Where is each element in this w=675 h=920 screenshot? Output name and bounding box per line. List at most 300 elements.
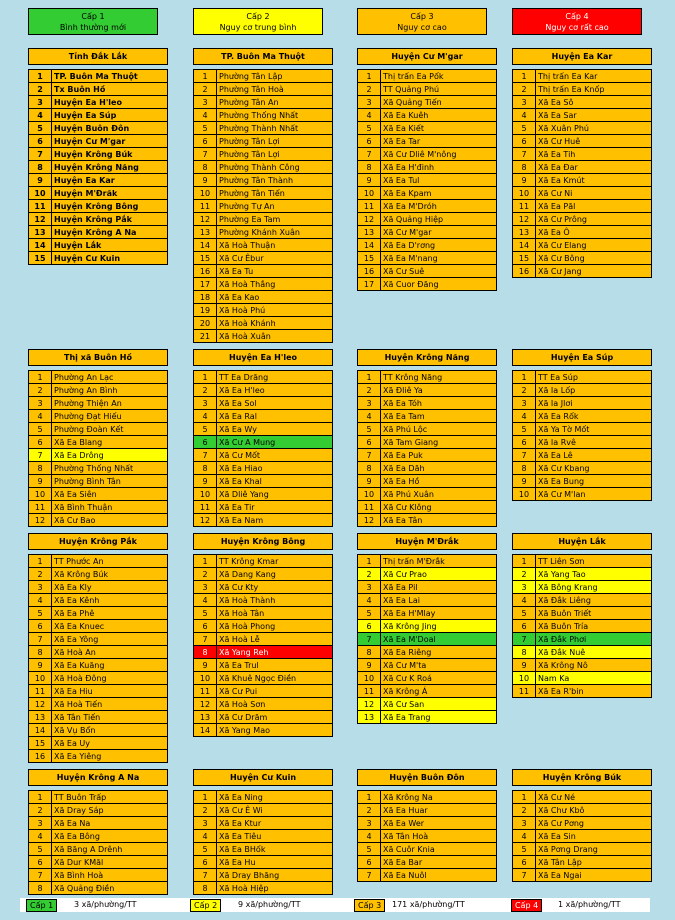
table-row [358,252,497,265]
row-number: 2 [513,384,536,397]
locality-name: Phường Tân Lợi [217,148,333,161]
table-row [513,843,652,856]
locality-name: Huyện M'Đrăk [52,187,168,200]
table-row [29,135,168,148]
table-row [513,488,652,501]
locality-name: Xã Cư Ê Wi [217,804,333,817]
footer-cap-4 [511,898,542,912]
row-number: 17 [194,278,217,291]
legend-desc: Nguy cơ rất cao [545,23,609,32]
row-number: 14 [194,239,217,252]
locality-name: Huyện Cư Kuin [52,252,168,265]
row-number: 11 [194,200,217,213]
locality-name: Xã Cư M'gar [381,226,497,239]
row-number: 3 [29,96,52,109]
locality-name: Xã Hoà Phú [217,304,333,317]
locality-name: Xã Hoà An [52,646,168,659]
row-number: 3 [513,581,536,594]
table-row [358,265,497,278]
row-number: 5 [513,423,536,436]
row-number: 9 [29,475,52,488]
table-row [358,685,497,698]
row-number: 12 [29,698,52,711]
table-row [194,882,333,895]
panel-title: Huyện Krông A Na [28,769,168,786]
table-row [358,239,497,252]
table-row [513,830,652,843]
row-number: 2 [358,83,381,96]
table-row [29,514,168,527]
locality-name: Xã Ea Ning [217,791,333,804]
locality-name: Xã Ea H'Mlay [381,607,497,620]
footer-level-badge: Cấp 2 [190,899,221,912]
locality-name: Thị trấn Ea Knốp [536,83,652,96]
row-number: 9 [358,174,381,187]
row-number: 11 [358,200,381,213]
footer-count: 3 xã/phường/TT [74,900,137,909]
row-number: 18 [194,291,217,304]
row-number: 7 [194,148,217,161]
table-row [513,869,652,882]
row-number: 3 [194,581,217,594]
locality-name: Xã Cư Prao [381,568,497,581]
row-number: 6 [194,620,217,633]
table-row [194,96,333,109]
locality-name: Xã Ea Kao [217,291,333,304]
table-row [29,187,168,200]
locality-table [28,370,168,527]
locality-name: Xã Cư M'ta [381,659,497,672]
locality-name: Xã Ea Kpam [381,187,497,200]
row-number: 4 [194,594,217,607]
table-row [358,462,497,475]
table-row [29,711,168,724]
row-number: 9 [194,174,217,187]
table-row [513,384,652,397]
table-row [513,436,652,449]
locality-name: Xã Cư Prông [536,213,652,226]
locality-name: Xã Vụ Bổn [52,724,168,737]
table-row [29,843,168,856]
locality-name: Xã Ia Rvê [536,436,652,449]
locality-name: Xã Bình Thuận [52,501,168,514]
panel-huyen-krong-a-na [28,769,168,895]
row-number: 2 [194,804,217,817]
table-row [358,449,497,462]
row-number: 5 [513,843,536,856]
table-row [29,423,168,436]
locality-name: Phường Đoàn Kết [52,423,168,436]
row-number: 2 [358,568,381,581]
row-number: 14 [29,239,52,252]
table-row [29,449,168,462]
table-row [358,174,497,187]
row-number: 17 [358,278,381,291]
row-number: 13 [194,711,217,724]
row-number: 2 [513,804,536,817]
row-number: 2 [29,804,52,817]
footer-level-badge: Cấp 3 [354,899,385,912]
table-row [194,200,333,213]
table-row [29,83,168,96]
table-row [194,633,333,646]
row-number: 1 [358,555,381,568]
panel-tinh-dak-lak [28,48,168,265]
locality-name: Xã Ea Wer [381,817,497,830]
locality-name: Xã Cư Né [536,791,652,804]
locality-name: Xã Buôn Tría [536,620,652,633]
row-number: 12 [194,514,217,527]
row-number: 4 [29,109,52,122]
table-row [29,384,168,397]
locality-name: Xã Ea Wy [217,423,333,436]
row-number: 4 [513,594,536,607]
footer-cap-3 [354,898,385,912]
table-row [358,856,497,869]
footer-level-badge: Cấp 4 [511,899,542,912]
panel-title: Thị xã Buôn Hồ [28,349,168,366]
locality-name: Xã Ea H'leo [217,384,333,397]
table-row [513,70,652,83]
row-number: 16 [29,750,52,763]
panel-title: Huyện Krông Bông [193,533,333,550]
locality-name: Phường Tân Lợi [217,135,333,148]
table-row [29,397,168,410]
row-number: 1 [29,70,52,83]
panel-huyen-ea-sup [512,349,652,501]
row-number: 3 [358,397,381,410]
locality-name: Xã Hoà Thành [217,594,333,607]
table-row [513,213,652,226]
locality-name: Xã Cư Kty [217,581,333,594]
locality-name: Xã Tân Tiến [52,711,168,724]
row-number: 2 [358,384,381,397]
locality-name: Phường Tự An [217,200,333,213]
table-row [194,436,333,449]
table-row [513,96,652,109]
locality-name: Xã Quảng Điền [52,882,168,895]
locality-table [512,69,652,278]
row-number: 6 [29,436,52,449]
table-row [358,791,497,804]
locality-name: TP. Buôn Ma Thuột [52,70,168,83]
row-number: 9 [29,174,52,187]
legend-level: Cấp 2 [246,12,270,21]
legend-desc: Bình thường mới [59,23,127,32]
table-row [29,672,168,685]
locality-name: Xã Bình Hoà [52,869,168,882]
row-number: 7 [29,633,52,646]
locality-name: Xã Xuân Phú [536,122,652,135]
table-row [29,252,168,265]
table-row [29,882,168,895]
row-number: 4 [358,109,381,122]
table-row [194,239,333,252]
row-number: 10 [358,488,381,501]
legend-desc: Nguy cơ trung bình [219,23,297,32]
row-number: 4 [194,109,217,122]
locality-name: Xã Ea Huar [381,804,497,817]
table-row [194,568,333,581]
panel-title: Huyện Krông Năng [357,349,497,366]
row-number: 1 [29,555,52,568]
table-row [513,620,652,633]
locality-name: Xã Ea M'Doal [381,633,497,646]
locality-name: Xã Ea Ngai [536,869,652,882]
locality-name: Xã Ea R'bin [536,685,652,698]
legend-cap-3 [357,8,487,35]
locality-name: Xã Ia Jlơi [536,397,652,410]
table-row [194,856,333,869]
row-number: 1 [194,70,217,83]
table-row [194,109,333,122]
table-row [358,581,497,594]
table-row [513,804,652,817]
locality-name: Xã Ea Tân [381,514,497,527]
table-row [358,148,497,161]
table-row [194,265,333,278]
locality-name: Xã Ea Kênh [52,594,168,607]
row-number: 5 [29,607,52,620]
locality-name: Xã Cư Bông [536,252,652,265]
table-row [513,397,652,410]
panel-huyen-krong-nang [357,349,497,527]
locality-name: Phường Tân Thành [217,174,333,187]
row-number: 8 [29,882,52,895]
table-row [29,96,168,109]
row-number: 7 [513,633,536,646]
row-number: 10 [513,187,536,200]
table-row [194,488,333,501]
locality-name: Xã Ea M'Dróh [381,200,497,213]
row-number: 6 [194,856,217,869]
row-number: 1 [194,371,217,384]
locality-table [512,370,652,501]
row-number: 4 [194,830,217,843]
row-number: 5 [194,607,217,620]
locality-name: Xã Hoà Xuân [217,330,333,343]
locality-name: Xã Ea Kmút [536,174,652,187]
panel-title: Huyện Ea Kar [512,48,652,65]
locality-name: Xã Tam Giang [381,436,497,449]
row-number: 6 [29,135,52,148]
locality-name: Nam Ka [536,672,652,685]
row-number: 13 [358,711,381,724]
panel-title: Huyện Krông Búk [512,769,652,786]
row-number: 9 [29,659,52,672]
panel-huyen-cu-kuin [193,769,333,895]
row-number: 2 [29,384,52,397]
row-number: 1 [29,791,52,804]
row-number: 6 [29,856,52,869]
table-row [358,410,497,423]
locality-name: Xã Cư Pui [217,685,333,698]
locality-name: Phường Thống Nhất [52,462,168,475]
locality-name: Xã Cư A Mung [217,436,333,449]
row-number: 10 [29,488,52,501]
table-row [194,384,333,397]
table-row [358,135,497,148]
legend-cap-4 [512,8,642,35]
row-number: 6 [513,856,536,869]
table-row [358,109,497,122]
locality-table [357,370,497,527]
panel-title: Huyện Cư M'gar [357,48,497,65]
locality-name: Xã Ea Tiêu [217,830,333,843]
table-row [358,122,497,135]
table-row [29,791,168,804]
table-row [29,122,168,135]
locality-name: Xã Pơng Drang [536,843,652,856]
locality-name: Xã Ea Blang [52,436,168,449]
table-row [513,187,652,200]
locality-name: Xã Cư Drăm [217,711,333,724]
row-number: 4 [513,410,536,423]
locality-name: Xã Ea Khal [217,475,333,488]
table-row [358,594,497,607]
locality-name: Xã Ea Sô [536,96,652,109]
locality-name: Xã Hoà Lễ [217,633,333,646]
row-number: 5 [358,843,381,856]
locality-name: Xã Ea Nuôl [381,869,497,882]
row-number: 9 [358,659,381,672]
row-number: 15 [513,252,536,265]
table-row [513,672,652,685]
locality-name: Xã Ea Sin [536,830,652,843]
table-row [29,750,168,763]
row-number: 1 [513,791,536,804]
row-number: 11 [194,501,217,514]
table-row [358,501,497,514]
table-row [29,737,168,750]
locality-name: Xã Ea Pil [381,581,497,594]
row-number: 14 [194,724,217,737]
locality-name: Xã Cư Jang [536,265,652,278]
table-row [29,161,168,174]
locality-name: TT Ea Drăng [217,371,333,384]
locality-name: Xã Ea Tu [217,265,333,278]
table-row [358,187,497,200]
row-number: 10 [194,187,217,200]
locality-name: Phường Thành Nhất [217,122,333,135]
table-row [513,581,652,594]
row-number: 4 [358,410,381,423]
locality-name: Xã Cư Mốt [217,449,333,462]
row-number: 15 [29,252,52,265]
table-row [513,646,652,659]
row-number: 5 [358,122,381,135]
row-number: 1 [513,555,536,568]
locality-name: Huyện Krông Pắk [52,213,168,226]
table-row [358,514,497,527]
locality-name: Xã Ea Lê [536,449,652,462]
locality-name: Xã Ea Hu [217,856,333,869]
locality-name: Huyện Ea H'leo [52,96,168,109]
row-number: 4 [29,410,52,423]
locality-name: Xã Ea Tam [381,410,497,423]
row-number: 16 [358,265,381,278]
row-number: 12 [194,213,217,226]
locality-name: Xã Ea Yiêng [52,750,168,763]
locality-name: Xã Ea Tul [381,174,497,187]
table-row [29,869,168,882]
row-number: 9 [194,475,217,488]
table-row [29,620,168,633]
panel-huyen-buon-don [357,769,497,882]
locality-name: Xã Ea Hiao [217,462,333,475]
row-number: 5 [513,122,536,135]
row-number: 1 [358,70,381,83]
table-row [513,633,652,646]
row-number: 7 [194,633,217,646]
locality-name: Xã Bông Krang [536,581,652,594]
panel-title: Huyện M'Đrắk [357,533,497,550]
locality-name: Xã Ea D'rơng [381,239,497,252]
table-row [513,83,652,96]
row-number: 15 [29,737,52,750]
table-row [194,607,333,620]
table-row [513,135,652,148]
row-number: 10 [194,672,217,685]
panel-thi-xa-buon-ho [28,349,168,527]
footer-count: 171 xã/phường/TT [392,900,465,909]
table-row [29,830,168,843]
row-number: 16 [194,265,217,278]
table-row [513,109,652,122]
row-number: 2 [513,83,536,96]
panel-title: Huyện Lắk [512,533,652,550]
panel-huyen-krong-pak [28,533,168,763]
row-number: 9 [194,659,217,672]
locality-table [28,69,168,265]
locality-name: Xã Hoà Thuận [217,239,333,252]
locality-name: Xã Krông Á [381,685,497,698]
table-row [358,371,497,384]
row-number: 3 [358,581,381,594]
locality-name: Xã Tân Lập [536,856,652,869]
panel-huyen-krong-buk [512,769,652,882]
row-number: 11 [29,200,52,213]
locality-name: Phường Bình Tân [52,475,168,488]
locality-name: Xã Hoà Thắng [217,278,333,291]
locality-name: Xã Phú Xuân [381,488,497,501]
table-row [29,581,168,594]
locality-name: Xã Yang Mao [217,724,333,737]
locality-name: Huyện Cư M'gar [52,135,168,148]
locality-name: Xã Krông Jing [381,620,497,633]
locality-table [28,790,168,895]
row-number: 5 [194,843,217,856]
row-number: 13 [358,226,381,239]
table-row [194,711,333,724]
locality-name: TT Krông Kmar [217,555,333,568]
table-row [194,148,333,161]
row-number: 6 [358,856,381,869]
table-row [358,711,497,724]
locality-name: Xã Hoà Sơn [217,698,333,711]
row-number: 13 [194,226,217,239]
locality-name: Xã Ia Lốp [536,384,652,397]
locality-name: Thị trấn M'Đrắk [381,555,497,568]
row-number: 6 [513,620,536,633]
table-row [358,672,497,685]
row-number: 12 [358,514,381,527]
locality-name: Xã Ea Trul [217,659,333,672]
locality-name: Huyện Ea Súp [52,109,168,122]
table-row [513,462,652,475]
locality-name: Xã Ea Bông [52,830,168,843]
table-row [29,226,168,239]
